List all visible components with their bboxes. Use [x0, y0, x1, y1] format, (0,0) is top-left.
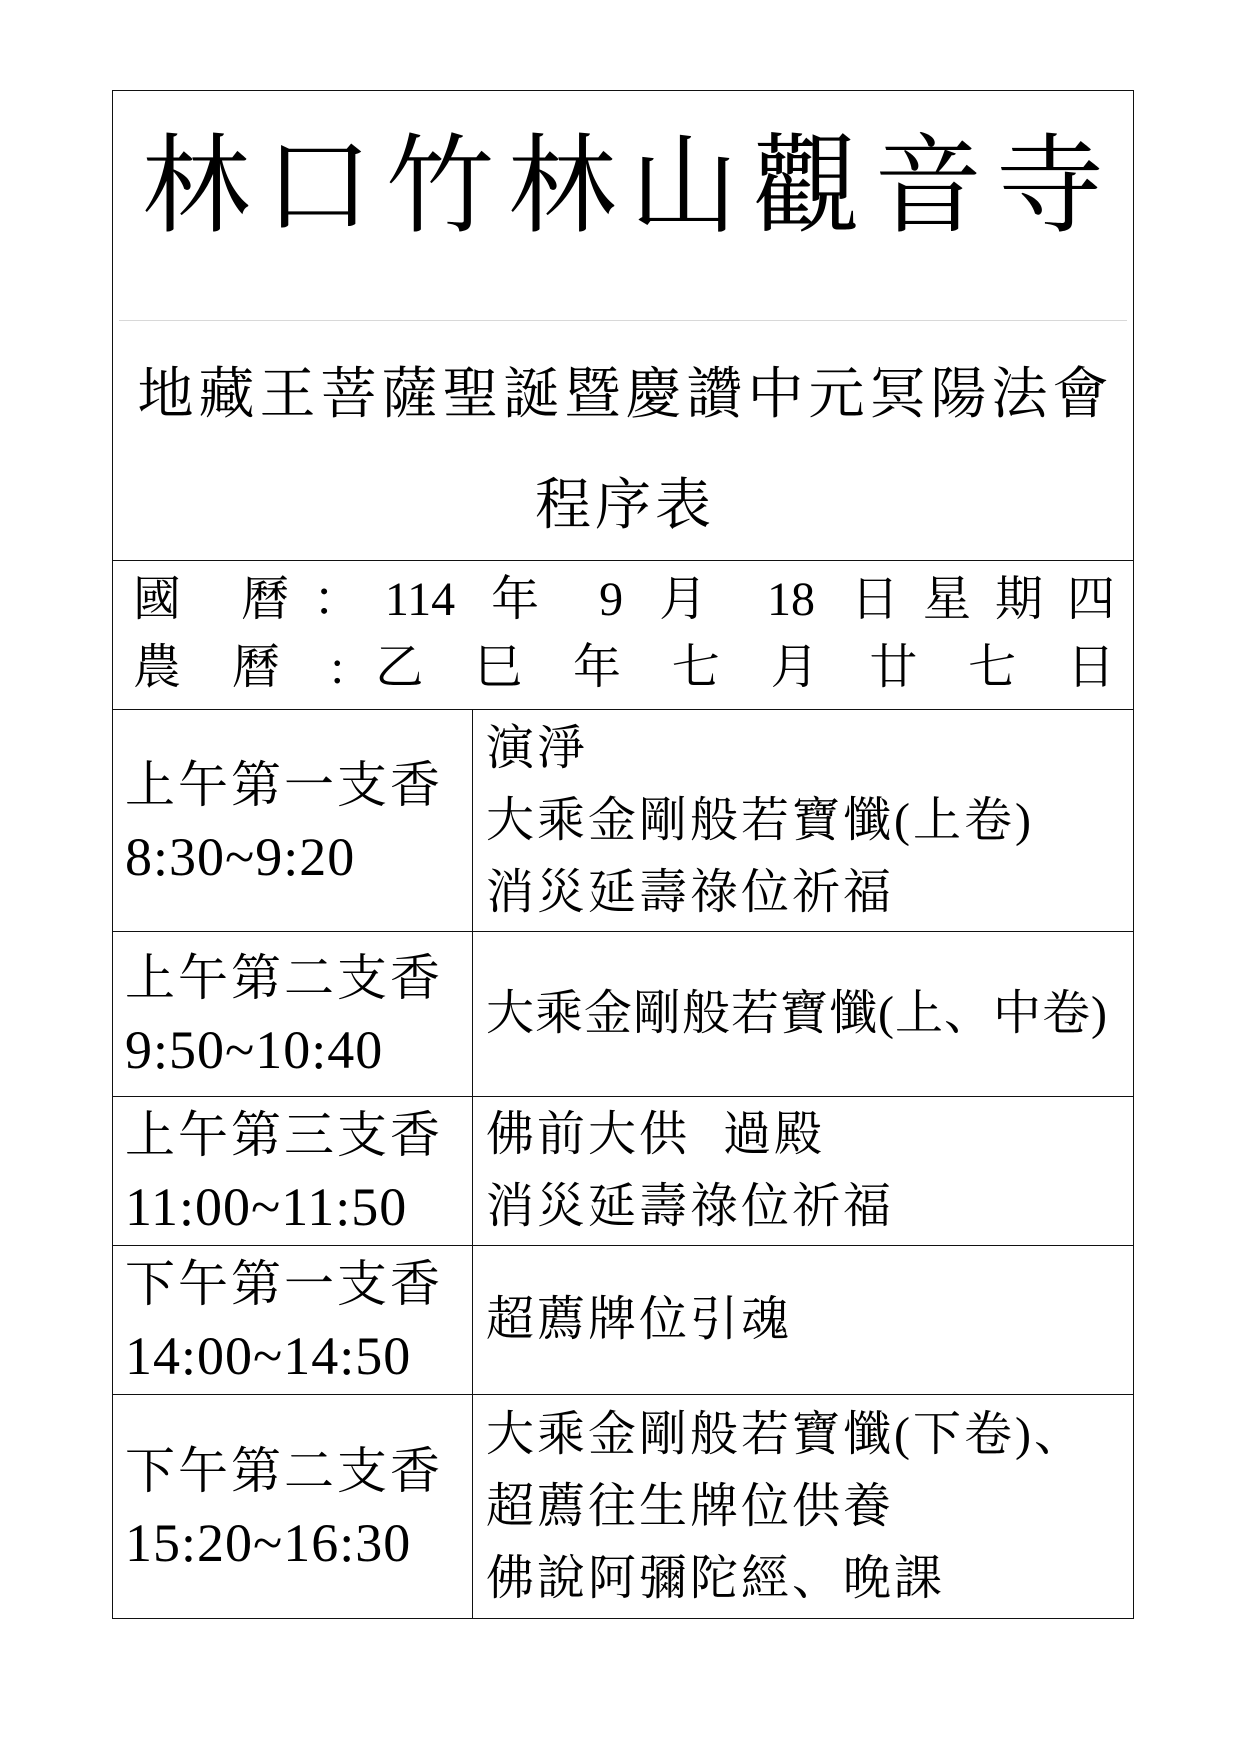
- lunar-date: 農 曆 : 乙 巳 年 七 月 廿 七 日: [133, 641, 1115, 694]
- activities-cell: [473, 932, 1133, 1096]
- activity-item: 消災延壽祿位祈福: [486, 1180, 895, 1233]
- solar-date: 國 曆：114 年 9 月 18 日星期四: [133, 573, 1115, 626]
- header-block: [113, 91, 1133, 560]
- activity-item: 超薦牌位引魂: [486, 1293, 793, 1346]
- session-cell: [113, 1246, 473, 1394]
- activity-item: 大乘金剛般若寶懺(下卷)、: [486, 1407, 1085, 1461]
- schedule-row: [113, 1245, 1133, 1394]
- activities-cell: [473, 1246, 1133, 1394]
- activity-item: 大乘金剛般若寶懺(上、中卷): [486, 987, 1108, 1040]
- activity-item: 佛說阿彌陀經、晚課: [486, 1551, 946, 1605]
- session-time: 9:50~10:40: [125, 1020, 384, 1080]
- schedule-row: [113, 1096, 1133, 1245]
- session-name: 上午第一支香: [125, 756, 443, 813]
- session-cell: [113, 710, 473, 931]
- activity-item: 佛前大供 過殿: [486, 1108, 826, 1161]
- activities-cell: [473, 1097, 1133, 1245]
- schedule-row: [113, 931, 1133, 1096]
- activity-item: 大乘金剛般若寶懺(上卷): [486, 793, 1034, 847]
- program-table: [112, 90, 1134, 1619]
- schedule-row: [113, 1394, 1133, 1618]
- header-divider: [119, 320, 1127, 321]
- session-time: 8:30~9:20: [125, 826, 356, 887]
- activity-item: 消災延壽祿位祈福: [486, 865, 895, 919]
- session-name: 上午第二支香: [125, 950, 443, 1006]
- session-time: 14:00~14:50: [125, 1326, 412, 1386]
- session-cell: [113, 1097, 473, 1245]
- ceremony-title: 地藏王菩薩聖誕暨慶讚中元冥陽法會: [137, 364, 1114, 426]
- session-name: 上午第三支香: [125, 1107, 443, 1163]
- activity-item: 演淨: [486, 721, 589, 775]
- session-time: 15:20~16:30: [125, 1512, 412, 1573]
- session-cell: [113, 1395, 473, 1618]
- activity-item: 超薦往生牌位供養: [486, 1479, 895, 1533]
- session-name: 下午第一支香: [125, 1256, 443, 1312]
- session-time: 11:00~11:50: [125, 1177, 408, 1237]
- activities-cell: [473, 1395, 1133, 1618]
- activities-cell: [473, 710, 1133, 931]
- temple-name: 林口竹林山觀音寺: [141, 128, 1118, 247]
- session-name: 下午第二支香: [125, 1442, 443, 1499]
- program-label: 程序表: [535, 475, 715, 537]
- date-block: [113, 560, 1133, 709]
- session-cell: [113, 932, 473, 1096]
- schedule-row: [113, 709, 1133, 931]
